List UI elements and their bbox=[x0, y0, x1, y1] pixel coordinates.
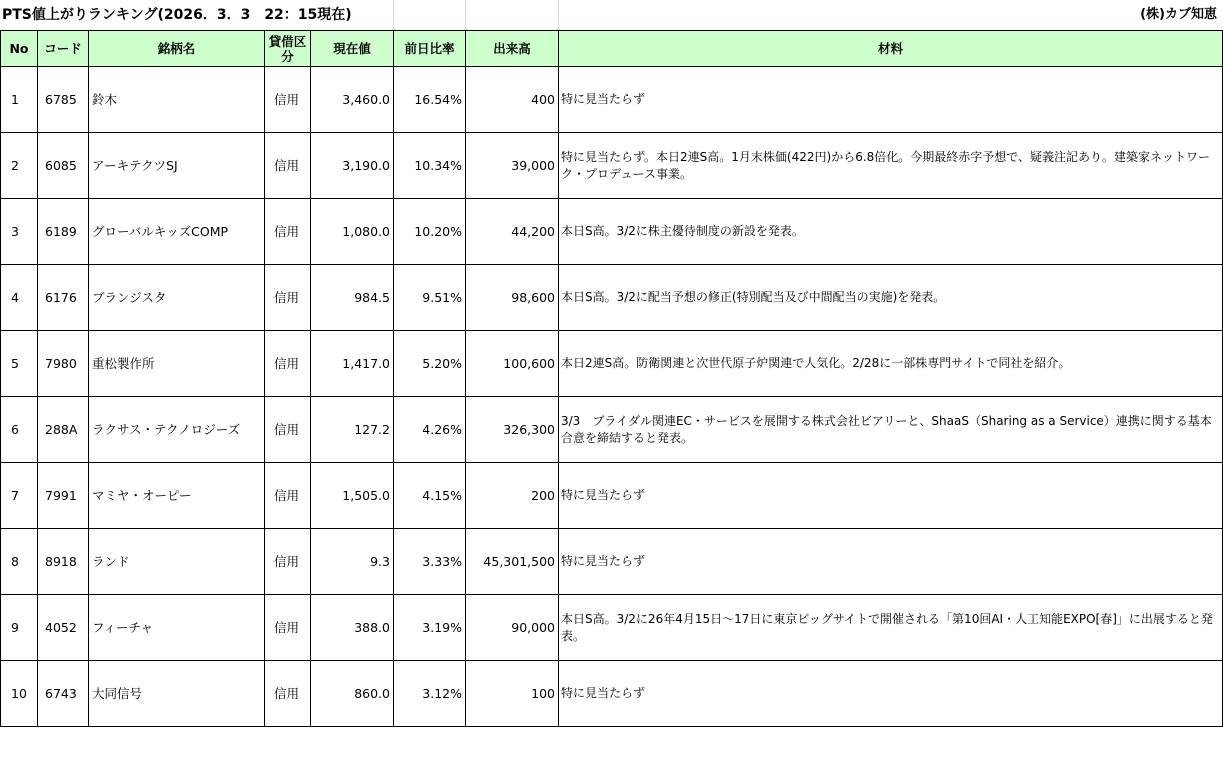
cell-code: 6743 bbox=[38, 661, 89, 727]
cell-material: 本日S高。3/2に株主優待制度の新設を発表。 bbox=[559, 199, 1223, 265]
cell-material: 特に見当たらず bbox=[559, 661, 1223, 727]
cell-material: 特に見当たらず bbox=[559, 463, 1223, 529]
grid-line bbox=[558, 0, 559, 30]
cell-no: 3 bbox=[1, 199, 38, 265]
cell-price: 9.3 bbox=[311, 529, 394, 595]
cell-volume: 100 bbox=[466, 661, 559, 727]
cell-kubun: 信用 bbox=[265, 199, 311, 265]
header-row bbox=[1, 31, 1223, 67]
cell-code: 7980 bbox=[38, 331, 89, 397]
cell-price: 127.2 bbox=[311, 397, 394, 463]
cell-price: 3,190.0 bbox=[311, 133, 394, 199]
table-row bbox=[1, 265, 1223, 331]
table-row bbox=[1, 595, 1223, 661]
cell-code: 6176 bbox=[38, 265, 89, 331]
cell-material: 本日S高。3/2に26年4月15日～17日に東京ビッグサイトで開催される「第10回AI・人工知能EXPO[春]」に出展すると発表。 bbox=[559, 595, 1223, 661]
cell-price: 3,460.0 bbox=[311, 67, 394, 133]
cell-code: 6189 bbox=[38, 199, 89, 265]
cell-volume: 44,200 bbox=[466, 199, 559, 265]
cell-no: 7 bbox=[1, 463, 38, 529]
grid-line bbox=[393, 0, 394, 30]
cell-code: 288A bbox=[38, 397, 89, 463]
cell-stock-name: フィーチャ bbox=[89, 595, 265, 661]
header-price: 現在値 bbox=[311, 31, 394, 67]
cell-material: 特に見当たらず bbox=[559, 529, 1223, 595]
cell-stock-name: 鈴木 bbox=[89, 67, 265, 133]
header-material: 材料 bbox=[559, 31, 1223, 67]
cell-no: 5 bbox=[1, 331, 38, 397]
cell-change: 10.20% bbox=[394, 199, 466, 265]
cell-code: 6085 bbox=[38, 133, 89, 199]
cell-no: 8 bbox=[1, 529, 38, 595]
cell-change: 10.34% bbox=[394, 133, 466, 199]
page-title: PTS値上がりランキング(2026．3．3 22：15現在) bbox=[2, 7, 352, 23]
table-row bbox=[1, 199, 1223, 265]
cell-volume: 45,301,500 bbox=[466, 529, 559, 595]
publisher-label: (株)カブ知恵 bbox=[1140, 7, 1217, 22]
cell-material: 本日S高。3/2に配当予想の修正(特別配当及び中間配当の実施)を発表。 bbox=[559, 265, 1223, 331]
cell-volume: 200 bbox=[466, 463, 559, 529]
cell-stock-name: 大同信号 bbox=[89, 661, 265, 727]
header-no: No bbox=[1, 31, 38, 67]
table-row bbox=[1, 661, 1223, 727]
cell-kubun: 信用 bbox=[265, 595, 311, 661]
table-row bbox=[1, 397, 1223, 463]
cell-code: 7991 bbox=[38, 463, 89, 529]
cell-code: 6785 bbox=[38, 67, 89, 133]
cell-stock-name: アーキテクツSJ bbox=[89, 133, 265, 199]
cell-material: 特に見当たらず。本日2連S高。1月末株価(422円)から6.8倍化。今期最終赤字予想で、疑義注記あり。建築家ネットワーク・プロデュース事業。 bbox=[559, 133, 1223, 199]
cell-kubun: 信用 bbox=[265, 67, 311, 133]
cell-change: 4.15% bbox=[394, 463, 466, 529]
cell-no: 9 bbox=[1, 595, 38, 661]
cell-kubun: 信用 bbox=[265, 463, 311, 529]
header-code: コード bbox=[38, 31, 89, 67]
cell-no: 4 bbox=[1, 265, 38, 331]
table-row bbox=[1, 463, 1223, 529]
cell-volume: 100,600 bbox=[466, 331, 559, 397]
cell-change: 3.19% bbox=[394, 595, 466, 661]
cell-change: 9.51% bbox=[394, 265, 466, 331]
header-name: 銘柄名 bbox=[89, 31, 265, 67]
cell-volume: 39,000 bbox=[466, 133, 559, 199]
cell-no: 1 bbox=[1, 67, 38, 133]
cell-price: 1,505.0 bbox=[311, 463, 394, 529]
cell-kubun: 信用 bbox=[265, 529, 311, 595]
header-change: 前日比率 bbox=[394, 31, 466, 67]
cell-volume: 98,600 bbox=[466, 265, 559, 331]
cell-change: 3.12% bbox=[394, 661, 466, 727]
cell-kubun: 信用 bbox=[265, 397, 311, 463]
cell-volume: 90,000 bbox=[466, 595, 559, 661]
cell-change: 5.20% bbox=[394, 331, 466, 397]
cell-price: 984.5 bbox=[311, 265, 394, 331]
cell-material: 3/3 ブライダル関連EC・サービスを展開する株式会社ビアリーと、ShaaS（Sharing as a Service）連携に関する基本合意を締結すると発表。 bbox=[559, 397, 1223, 463]
cell-volume: 326,300 bbox=[466, 397, 559, 463]
cell-kubun: 信用 bbox=[265, 133, 311, 199]
header-kubun: 貸借区分 bbox=[265, 31, 311, 67]
cell-no: 2 bbox=[1, 133, 38, 199]
cell-stock-name: ラクサス・テクノロジーズ bbox=[89, 397, 265, 463]
cell-price: 1,080.0 bbox=[311, 199, 394, 265]
table-row bbox=[1, 529, 1223, 595]
cell-stock-name: 重松製作所 bbox=[89, 331, 265, 397]
cell-stock-name: グローバルキッズCOMP bbox=[89, 199, 265, 265]
cell-volume: 400 bbox=[466, 67, 559, 133]
ranking-table bbox=[0, 30, 1223, 727]
cell-no: 10 bbox=[1, 661, 38, 727]
cell-change: 3.33% bbox=[394, 529, 466, 595]
table-row bbox=[1, 67, 1223, 133]
cell-change: 4.26% bbox=[394, 397, 466, 463]
header-volume: 出来高 bbox=[466, 31, 559, 67]
cell-price: 388.0 bbox=[311, 595, 394, 661]
cell-no: 6 bbox=[1, 397, 38, 463]
cell-price: 1,417.0 bbox=[311, 331, 394, 397]
cell-price: 860.0 bbox=[311, 661, 394, 727]
cell-material: 本日2連S高。防衛関連と次世代原子炉関連で人気化。2/28に一部株専門サイトで同社を紹介。 bbox=[559, 331, 1223, 397]
cell-kubun: 信用 bbox=[265, 331, 311, 397]
cell-stock-name: ランド bbox=[89, 529, 265, 595]
cell-change: 16.54% bbox=[394, 67, 466, 133]
table-row bbox=[1, 331, 1223, 397]
cell-code: 8918 bbox=[38, 529, 89, 595]
cell-code: 4052 bbox=[38, 595, 89, 661]
table-row bbox=[1, 133, 1223, 199]
grid-line bbox=[465, 0, 466, 30]
cell-stock-name: ブランジスタ bbox=[89, 265, 265, 331]
cell-kubun: 信用 bbox=[265, 661, 311, 727]
cell-kubun: 信用 bbox=[265, 265, 311, 331]
cell-stock-name: マミヤ・オーピー bbox=[89, 463, 265, 529]
cell-material: 特に見当たらず bbox=[559, 67, 1223, 133]
